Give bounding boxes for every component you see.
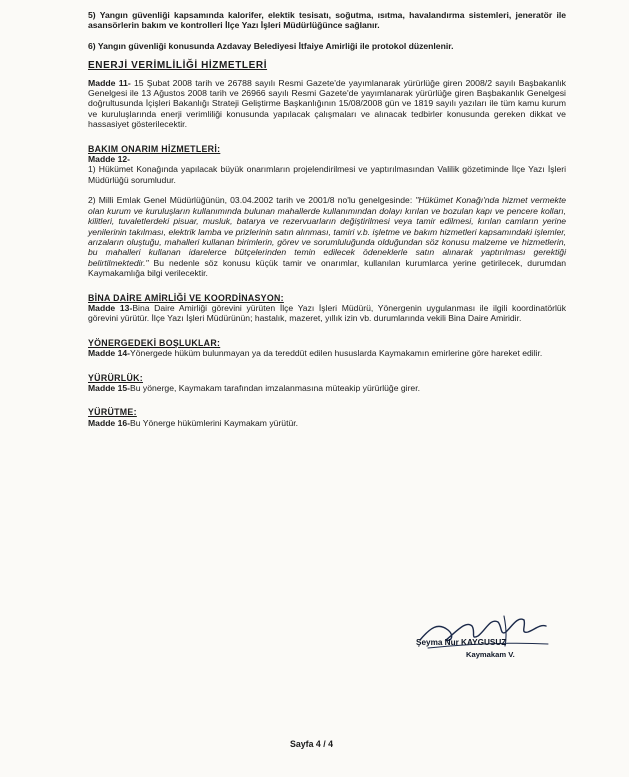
madde-14-text: Yönergede hüküm bulunmayan ya da tereddüt edilen hususlarda Kaymakamın emirlerine göre hareket edilir.	[130, 348, 543, 359]
document-body	[88, 10, 566, 428]
heading-enerji: ENERJİ VERİMLİLİĞİ HİZMETLERİ	[88, 60, 268, 72]
madde-12-p2-end: Bu nedenle söz konusu küçük tamir ve onarımlar, kullanılan kurumlarca yerine getirilecek, durumdan Kaymakamlığa bilgi verilecektir.	[88, 257, 566, 279]
madde-11-text: 15 Şubat 2008 tarih ve 26788 sayılı Resmi Gazete'de yayımlanarak yürürlüğe giren 2008/2 sayılı Başbakanlık Genelgesi ile 13 Ağustos 2008 tarih ve 26966 sayılı Resmi Gazete'de yayımlanarak yürürlüğe giren Başbakanlık Genelgesi doğrultusunda İçişleri Bakanlığı Strateji Geliştirme Başkanlığının 15/08/2008 gün ve 1819 sayılı yazıları ile tüm kamu kurum ve kuruluşlarında enerji verimliliği konusunda yapılacak çalışmaları ve alınacak tedbirler konusunda gereken dikkat ve hassasiyet gösterilecektir.	[88, 77, 566, 130]
madde-14	[88, 348, 566, 358]
madde-12-p2	[88, 195, 566, 278]
madde-13-label: Madde 13-	[88, 302, 133, 313]
heading-yururluk: YÜRÜRLÜK:	[88, 372, 143, 383]
madde-12-p2-quote: "Hükümet Konağı'nda hizmet vermekte olan kurum ve kuruluşların kullanımında bulunan mahallerde kullanımından dolayı kırılan ve bozulan kapı ve pencere kolları, kilitleri, tuvaletlerdeki pisuar, musluk, batarya ve rezervuarların değiştirilmesi veya tamir edilmesi, kırılan camların yerine yenilerinin takılması, elektrik lamba ve prizlerinin satın alınması, tamiri v.b. işletme ve bakım hizmetleri kapsamındaki işlemler, arızaların oluştuğu, mahalleri kullanan birimlerin, görev ve sorumluluğunda olduğundan söz konusu malzeme ve hizmetlerin, bu mahalleri kullanan idarelerce bütçelerinden temin edilecek ödeneklerle satın alınarak yaptırılması gerektiği belirtilmektedir."	[88, 195, 566, 268]
heading-bakim: BAKIM ONARIM HİZMETLERİ:	[88, 143, 221, 154]
item-6: 6) Yangın güvenliği konusunda Azdavay Belediyesi İtfaiye Amirliği ile protokol düzenlenir.	[88, 40, 454, 51]
madde-15-label: Madde 15-	[88, 382, 131, 393]
heading-bina: BİNA DAİRE AMİRLİĞİ VE KOORDİNASYON:	[88, 292, 284, 303]
madde-12-p2-start: 2) Milli Emlak Genel Müdürlüğünün, 03.04.2002 tarih ve 2001/8 no'lu genelgesinde:	[88, 195, 416, 206]
heading-bosluklar: YÖNERGEDEKİ BOŞLUKLAR:	[88, 337, 221, 348]
madde-13-text: Bina Daire Amirliği görevini yürüten İlçe Yazı İşleri Müdürü, Yönergenin uygulanması ile ilgili koordinatörlük görevini yürütür. İlçe Yazı İşleri Müdürünün; hastalık, mazeret, yıllık izin vb. durumlarında vekili Bina Daire Amiridir.	[88, 302, 567, 324]
madde-13	[88, 303, 566, 324]
madde-16-text: Bu Yönerge hükümlerini Kaymakam yürütür.	[130, 417, 299, 428]
madde-12-label: Madde 12-	[88, 154, 131, 165]
madde-12-p1: 1) Hükümet Konağında yapılacak büyük onarımların projelendirilmesi ve yaptırılmasından Valilik gözetiminde İlçe Yazı İşleri Müdürlüğü sorumludur.	[88, 164, 566, 185]
signature-block	[408, 610, 558, 680]
item-5: 5) Yangın güvenliği kapsamında kalorifer, elektik tesisatı, soğutma, ısıtma, havalandırma sistemleri, jeneratör ile asansörlerin bakım ve kontrolleri İlçe Yazı İşleri Müdürlüğünce sağlanır.	[88, 10, 566, 31]
madde-11-label: Madde 11-	[88, 77, 131, 88]
madde-16	[88, 418, 566, 428]
signatory-title: Kaymakam V.	[466, 650, 515, 659]
madde-15-text: Bu yönerge, Kaymakam tarafından imzalanmasına müteakip yürürlüğe girer.	[130, 382, 420, 393]
madde-11	[88, 78, 566, 130]
madde-15	[88, 383, 566, 393]
signatory-name: Şeyma Nur KAYGUSUZ	[416, 638, 507, 647]
page-number: Sayfa 4 / 4	[290, 739, 334, 749]
madde-14-label: Madde 14-	[88, 348, 131, 359]
heading-yurutme: YÜRÜTME:	[88, 407, 137, 418]
madde-16-label: Madde 16-	[88, 417, 131, 428]
